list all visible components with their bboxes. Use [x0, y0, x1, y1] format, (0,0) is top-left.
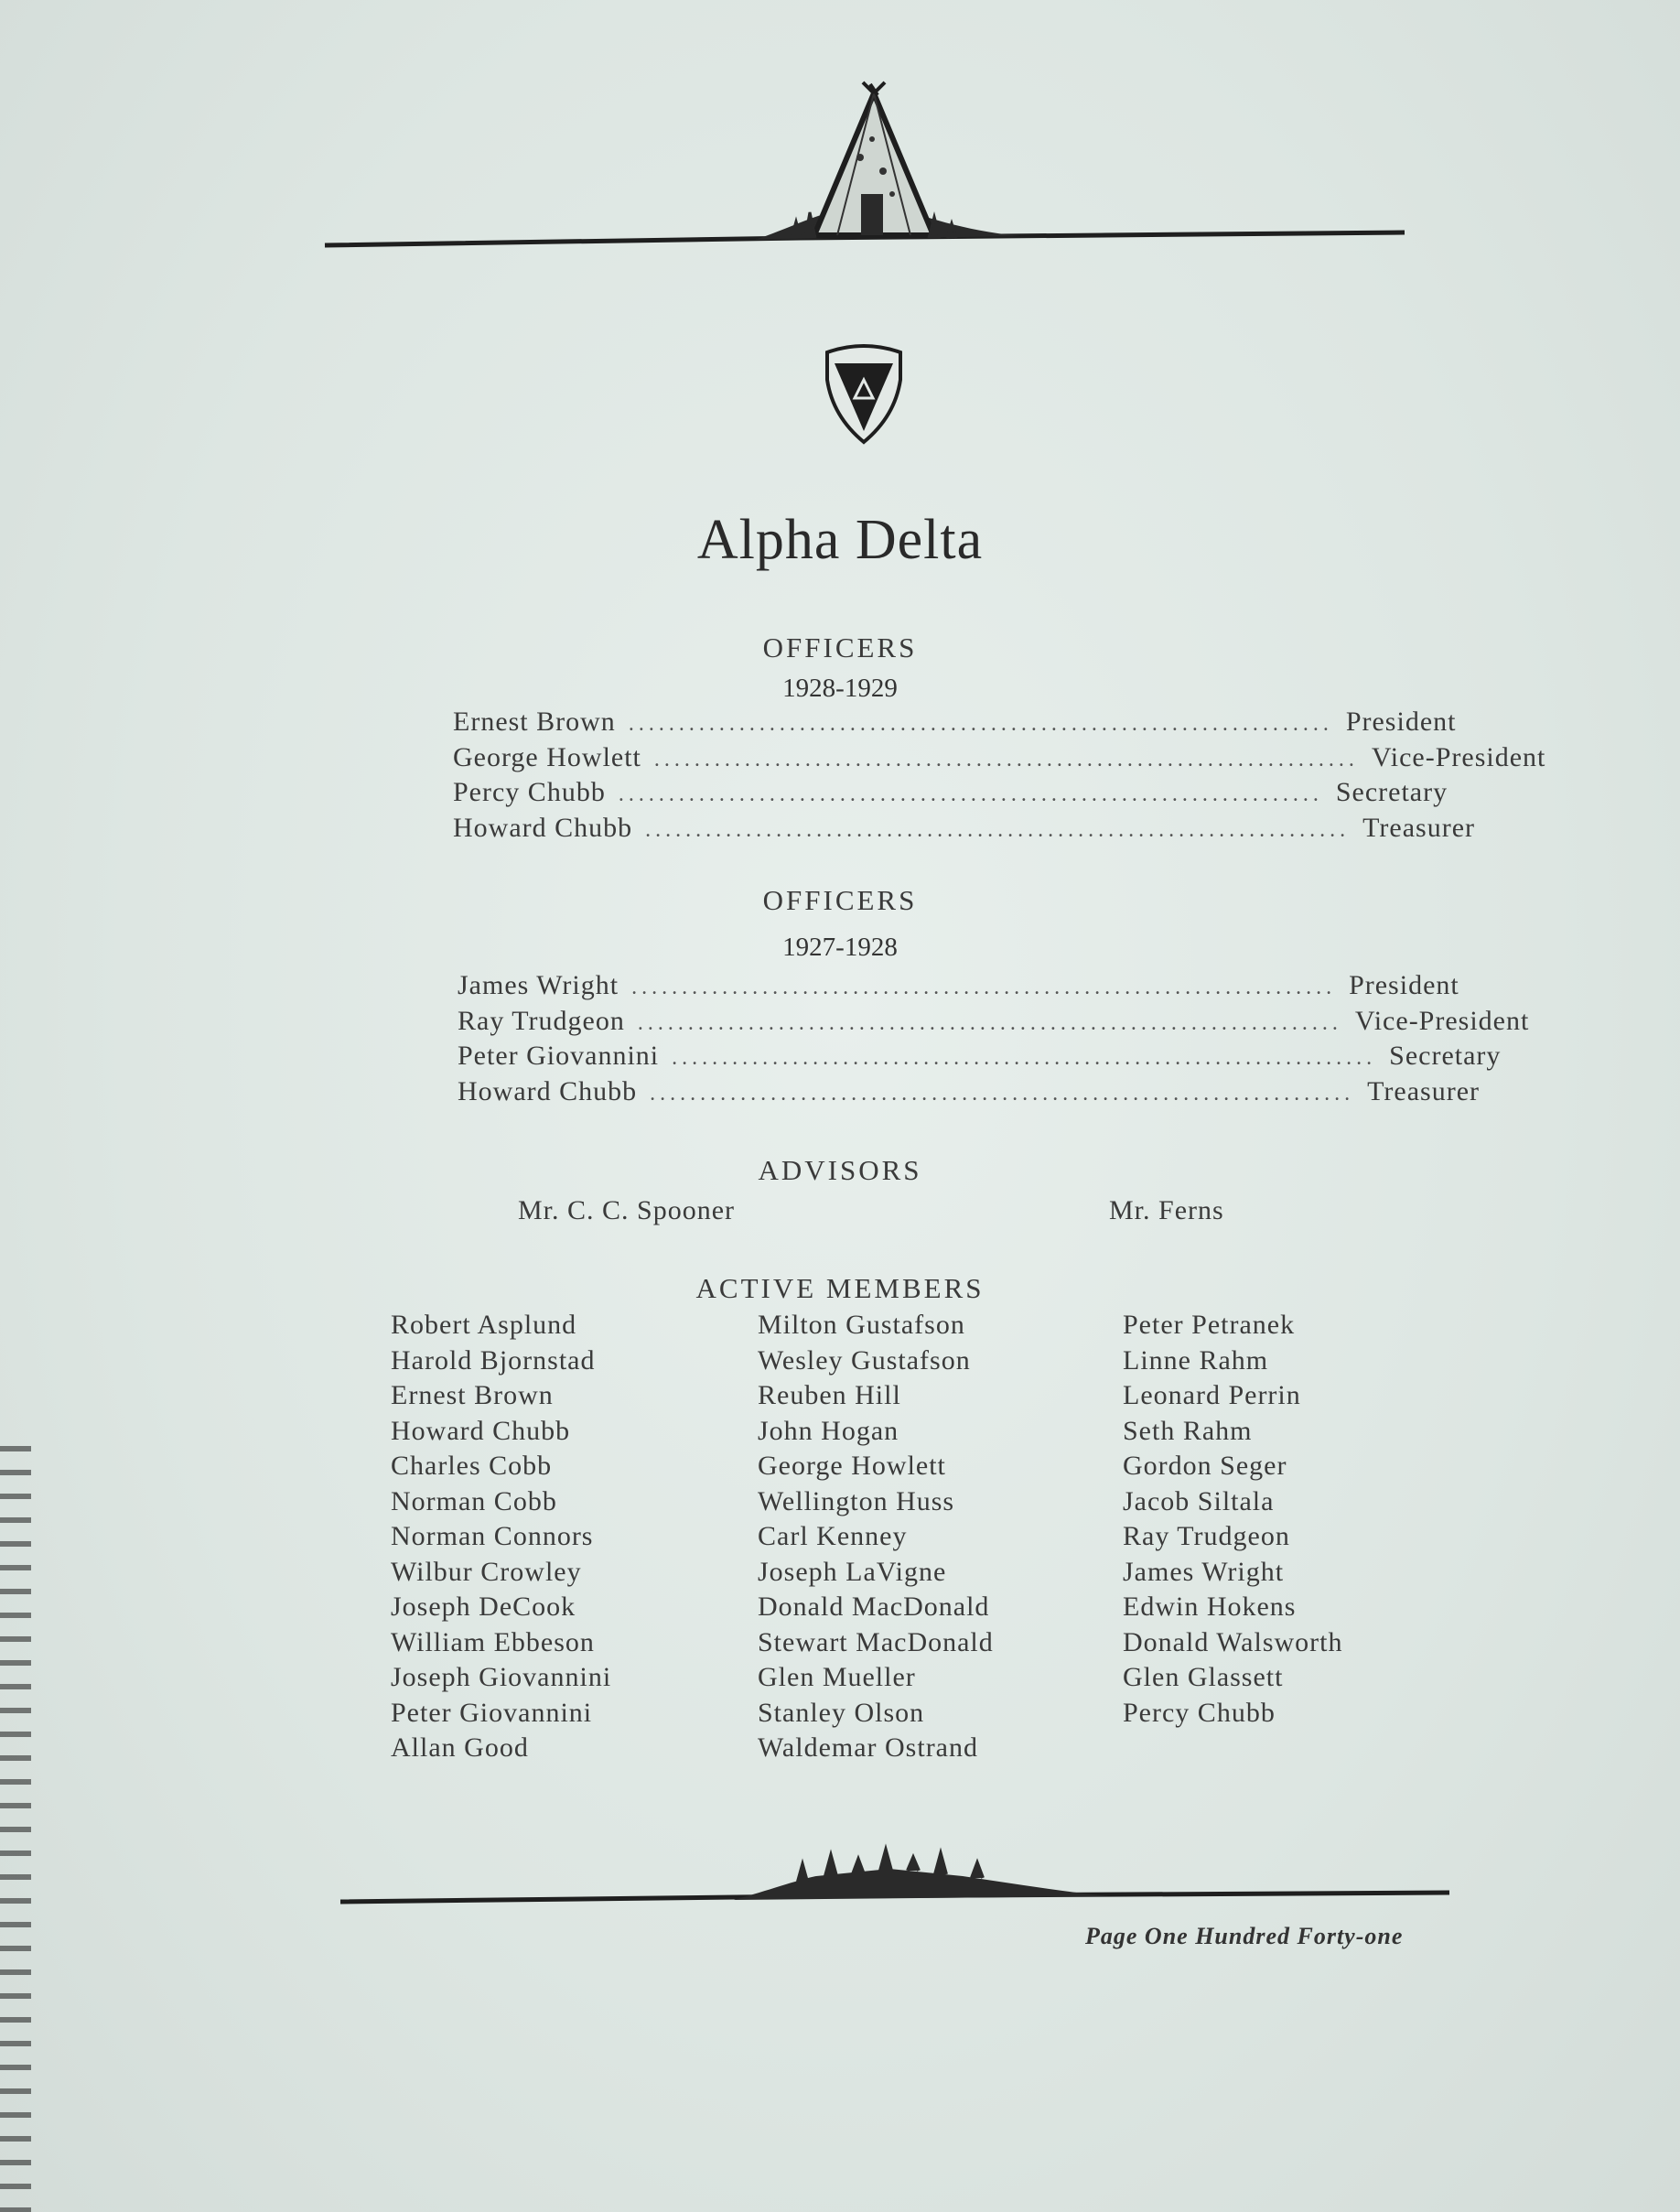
officer-role: Treasurer [1367, 1075, 1481, 1106]
officer-name: Peter Giovannini [458, 1041, 660, 1071]
binding-edge [0, 1446, 31, 2212]
member-name: Stewart MacDonald [758, 1626, 994, 1657]
member-name: Leonard Perrin [1123, 1380, 1301, 1410]
officer-name: Percy Chubb [453, 777, 606, 807]
members-heading: ACTIVE MEMBERS [695, 1272, 985, 1304]
member-name: Edwin Hokens [1123, 1592, 1297, 1622]
officer-name: Howard Chubb [458, 1075, 638, 1106]
member-name: Wellington Huss [758, 1485, 955, 1516]
member-name: Percy Chubb [1123, 1697, 1276, 1728]
member-name: Stanley Olson [758, 1697, 925, 1728]
member-name: Wilbur Crowley [391, 1556, 582, 1587]
officer-name: Ray Trudgeon [458, 1005, 625, 1036]
officer-name: George Howlett [453, 741, 641, 772]
officers-1928-list [453, 707, 1546, 847]
officers-1928-heading: OFFICERS [762, 631, 918, 664]
member-name: Howard Chubb [391, 1415, 571, 1446]
officer-role: President [1349, 970, 1459, 1000]
officer-role: Treasurer [1362, 812, 1476, 843]
member-name: Charles Cobb [391, 1451, 553, 1481]
member-name: Joseph DeCook [391, 1592, 576, 1622]
member-name: Joseph LaVigne [758, 1556, 947, 1587]
members-column-3 [1123, 1310, 1343, 1732]
officer-row: Percy Chubb ...................................................................... Secretary [453, 777, 1448, 807]
member-name: James Wright [1123, 1556, 1285, 1587]
member-name: Donald MacDonald [758, 1592, 990, 1622]
officer-name: Howard Chubb [453, 812, 633, 843]
fraternity-crest-icon [822, 343, 906, 446]
advisors-heading: ADVISORS [758, 1154, 922, 1186]
members-column-2 [758, 1310, 994, 1768]
advisor-name: Mr. C. C. Spooner [518, 1195, 736, 1225]
officer-role: Vice-President [1371, 741, 1546, 772]
page-title: Alpha Delta [696, 509, 984, 571]
officer-row: Peter Giovannini ...................................................................... Secretary [458, 1041, 1502, 1071]
teepee-ornament-icon [325, 84, 1409, 254]
member-name: Glen Mueller [758, 1662, 916, 1692]
member-name: John Hogan [758, 1415, 899, 1446]
officer-row: Ray Trudgeon ...................................................................... Vice-President [458, 1005, 1530, 1036]
officer-row: George Howlett ...................................................................... Vice-President [453, 741, 1546, 772]
member-name: Ernest Brown [391, 1380, 554, 1410]
member-name: Gordon Seger [1123, 1451, 1287, 1481]
officer-role: Vice-President [1354, 1005, 1530, 1036]
member-name: Harold Bjornstad [391, 1344, 596, 1376]
officers-1927-heading: OFFICERS [762, 884, 918, 916]
officer-row: Howard Chubb ...................................................................... Treasurer [453, 812, 1476, 843]
member-name: Norman Connors [391, 1521, 594, 1551]
member-name: Wesley Gustafson [758, 1344, 971, 1376]
member-name: Carl Kenney [758, 1521, 908, 1551]
member-name: Joseph Giovannini [391, 1662, 612, 1692]
officer-name: Ernest Brown [453, 707, 616, 737]
member-name: Glen Glassett [1123, 1662, 1284, 1692]
officers-1927-year: 1927-1928 [782, 933, 898, 962]
page-number: Page One Hundred Forty-one [1085, 1923, 1404, 1949]
member-name: Waldemar Ostrand [758, 1732, 978, 1763]
member-name: Peter Petranek [1123, 1310, 1296, 1340]
member-name: Jacob Siltala [1123, 1485, 1275, 1516]
officer-row: Howard Chubb ...................................................................... Treasurer [458, 1075, 1481, 1106]
member-name: Allan Good [391, 1732, 529, 1763]
member-name: Ray Trudgeon [1123, 1521, 1290, 1551]
officers-1928-year: 1928-1929 [782, 674, 898, 703]
officer-row: James Wright ...................................................................... President [458, 970, 1459, 1000]
advisor-name: Mr. Ferns [1109, 1195, 1224, 1225]
member-name: George Howlett [758, 1451, 946, 1481]
officer-role: Secretary [1335, 777, 1448, 807]
member-name: Linne Rahm [1123, 1344, 1269, 1376]
member-name: Reuben Hill [758, 1380, 901, 1410]
member-name: Milton Gustafson [758, 1310, 965, 1340]
members-column-1 [391, 1310, 611, 1768]
officers-1927-list [458, 970, 1530, 1111]
officer-role: Secretary [1389, 1041, 1502, 1071]
officer-row: Ernest Brown ...................................................................... President [453, 707, 1457, 737]
member-name: William Ebbeson [391, 1626, 595, 1657]
treeline-ornament-icon [340, 1840, 1452, 1913]
officer-name: James Wright [458, 970, 619, 1000]
member-name: Peter Giovannini [391, 1697, 593, 1728]
member-name: Donald Walsworth [1123, 1626, 1343, 1657]
officer-role: President [1345, 707, 1457, 737]
member-name: Seth Rahm [1123, 1415, 1253, 1446]
member-name: Robert Asplund [391, 1310, 577, 1340]
member-name: Norman Cobb [391, 1485, 557, 1516]
